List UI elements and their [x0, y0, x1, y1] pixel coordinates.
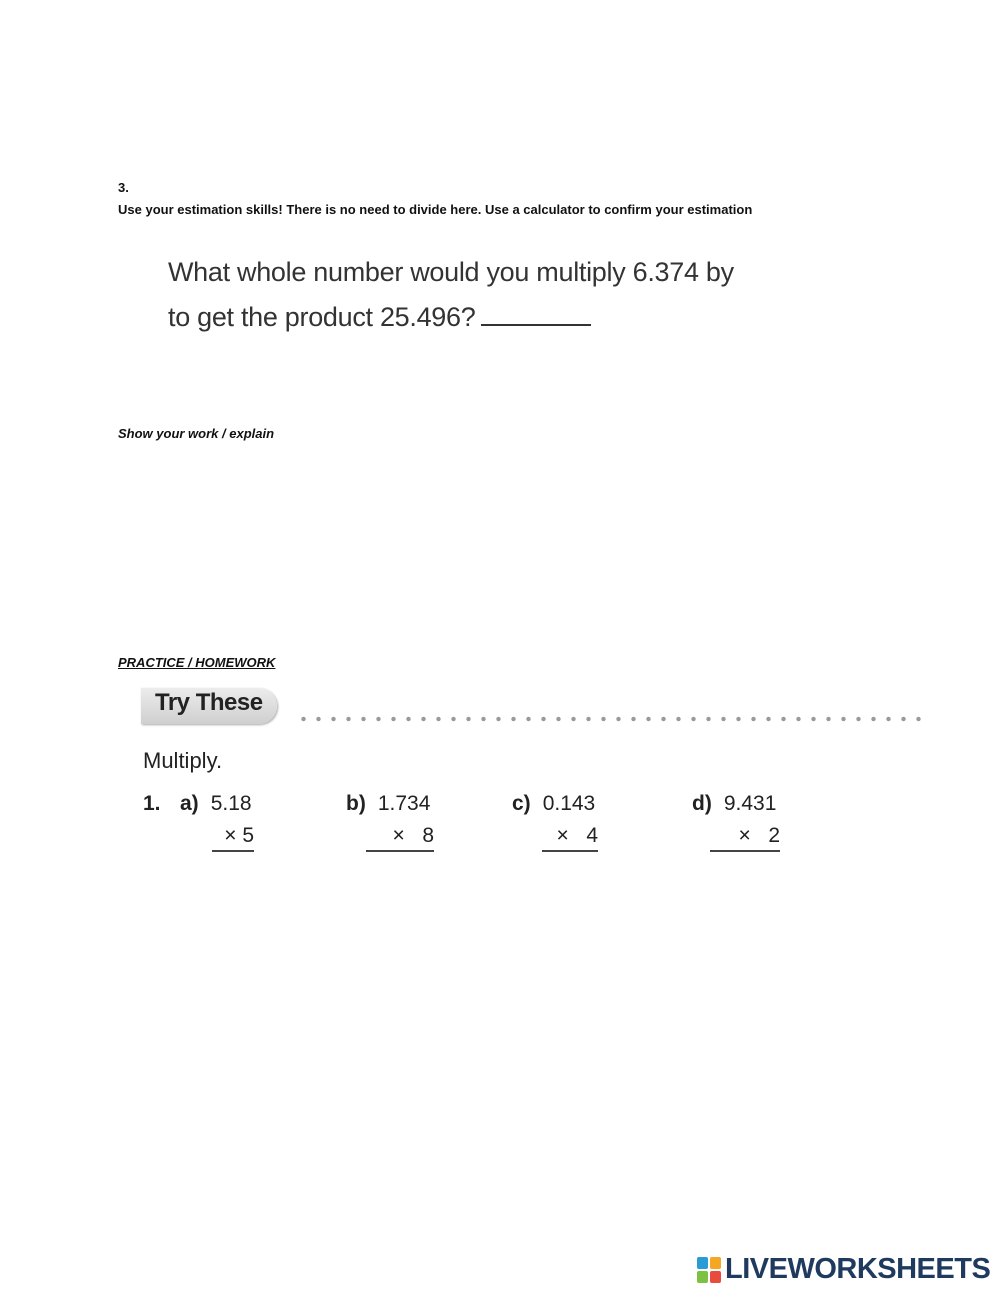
question-instruction: Use your estimation skills! There is no need to divide here. Use a calculator to confirm your estimation — [118, 202, 753, 217]
problem-b — [346, 792, 434, 847]
problem-c — [512, 792, 598, 847]
question-number: 3. — [118, 180, 129, 195]
problem-a-label: a) — [180, 792, 199, 815]
liveworksheets-logo — [697, 1253, 990, 1286]
logo-block-4 — [710, 1271, 721, 1283]
logo-text: LIVEWORKSHEETS — [725, 1253, 991, 1285]
logo-blocks-icon — [697, 1257, 721, 1283]
try-these-title: Try These — [155, 689, 263, 716]
problem-number: 1. — [143, 792, 161, 815]
practice-homework-heading: PRACTICE / HOMEWORK — [118, 655, 276, 670]
problem-a-top: 5.18 — [210, 792, 252, 815]
problem-a-bottom: × 5 — [212, 824, 254, 852]
logo-block-3 — [697, 1271, 708, 1283]
question-line-1: What whole number would you multiply 6.374 by — [168, 257, 734, 287]
problem-c-top: 0.143 — [542, 792, 596, 815]
logo-block-1 — [697, 1257, 708, 1269]
problem-d — [692, 792, 780, 847]
multiply-instruction: Multiply. — [143, 748, 223, 773]
question-text — [168, 250, 734, 340]
dotted-divider — [296, 716, 921, 722]
problem-b-label: b) — [346, 792, 366, 815]
problem-d-bottom: × 2 — [710, 824, 780, 852]
problem-d-label: d) — [692, 792, 712, 815]
problem-a — [180, 792, 254, 847]
question-line-2-text: to get the product 25.496? — [168, 302, 476, 332]
problem-b-top: 1.734 — [377, 792, 431, 815]
logo-block-2 — [710, 1257, 721, 1269]
problem-b-bottom: × 8 — [366, 824, 434, 852]
answer-blank[interactable] — [481, 302, 591, 326]
question-line-2 — [168, 295, 734, 340]
problem-d-top: 9.431 — [723, 792, 777, 815]
problem-c-label: c) — [512, 792, 531, 815]
show-work-label: Show your work / explain — [118, 426, 275, 441]
problem-c-bottom: × 4 — [542, 824, 598, 852]
